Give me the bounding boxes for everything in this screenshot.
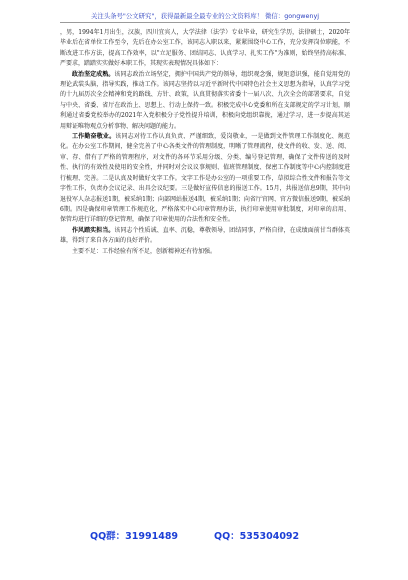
- paragraph-intro: [60, 28, 350, 70]
- paragraph-political: [60, 70, 350, 132]
- paragraph-heading: 作风踏实担当。: [72, 226, 115, 234]
- qq-group-number: QQ群：31991489: [90, 531, 179, 542]
- paragraph-text: 该同志对待工作认真负责、严谨细致，爱岗敬业，一是做到文件管理工作制度化、规范化。在办公室工作期间，健全完善了中心各类文件的管理制度，明晰了管理流程，使文件的收、发、送、阅、审、存、借有了严格的管理程序，对文件的各环节采用分级、分类、编号登记管理，确保了文件传送的及时性、执行的有效性及使用的安全性，并同时对会议议事规则、值班管理制度、保密工作制度等中心内控制度进行梳理、完善。二是认真及时做好文字工作。文字工作是办公室的一项重要工作，草拟综合性文件和报告等文字性工作，负责办会议记录、出具会议纪要。三是做好宣传信息的报送工作。15月，共报送信息9期，其中向退役军人杂志报送1期，被采纳1期；向部网站报送4期，被采纳1期；向省厅官网、官方微信报送9期，被采纳6期。四是确保印章管理工作规范化，严格落实中心印章管理办法，执行印章使用审批制度，对印章的启用、保管均进行详细的登记管理，确保了印章使用的合法性和安全性。: [60, 133, 350, 224]
- paragraph-style: [60, 226, 350, 247]
- paragraph-shortcomings: [60, 247, 350, 257]
- paragraph-text: ，男，1994年1月出生，汉族，四川宜宾人，大学法律（法学）专业毕业，研究生学历，法律硕士，2020年毕业后在省单位工作至今，先后在办公室工作，该同志入职以来，紧紧围绕中心工作，充分发挥岗位职能，不断改进工作方法，提高工作效率，以"立足服务、团结同志、认真学习、扎实工作"为准则，始终坚持高标准、严要求，踏踏实实做好本职工作，其现实表现情况具体如下：: [60, 29, 350, 68]
- paragraph-text: 主要不足：工作经验有所不足，创新精神还有待加强。: [72, 247, 217, 255]
- paragraph-work: [60, 132, 350, 226]
- paragraph-heading: 工作勤奋敬业。: [72, 133, 116, 141]
- document-body: [60, 28, 350, 257]
- paragraph-text: 该同志政治立场坚定，拥护中国共产党的领导，组织观念强，规矩意识强，能自觉用党的理论武装头脑，指导实践，推动工作。该同志坚持以习近平新时代中国特色社会主义思想为指导，认真学习党的十九届历次全会精神和党的路线、方针、政策，认真贯彻落实省委十一届八次、九次全会的部署要求，自觉与中央、省委、省厅在政治上、思想上、行动上保持一致。积极完成中心党委和所在支部规定的学习计划，顺利通过省委党校举办的2021年入党积极分子党性提升培训，积极向党组织靠拢，通过学习，进一步提高其运用辩证唯物观点分析事物、解决问题的能力。: [60, 70, 350, 130]
- qq-number: QQ：535304092: [214, 531, 300, 542]
- paragraph-text: 该同志个性质诚、直率、沉稳，尊敬领导，团结同事，严格自律，在成绩面前甘当群体英雄，得到了来自各方面的良好评价。: [60, 226, 350, 245]
- header-banner: 关注头条号"公文研究"，获得最新最全最专业的公文资料库！ 微信：gongwenyj: [60, 12, 350, 23]
- paragraph-heading: 政治坚定成熟。: [72, 70, 115, 78]
